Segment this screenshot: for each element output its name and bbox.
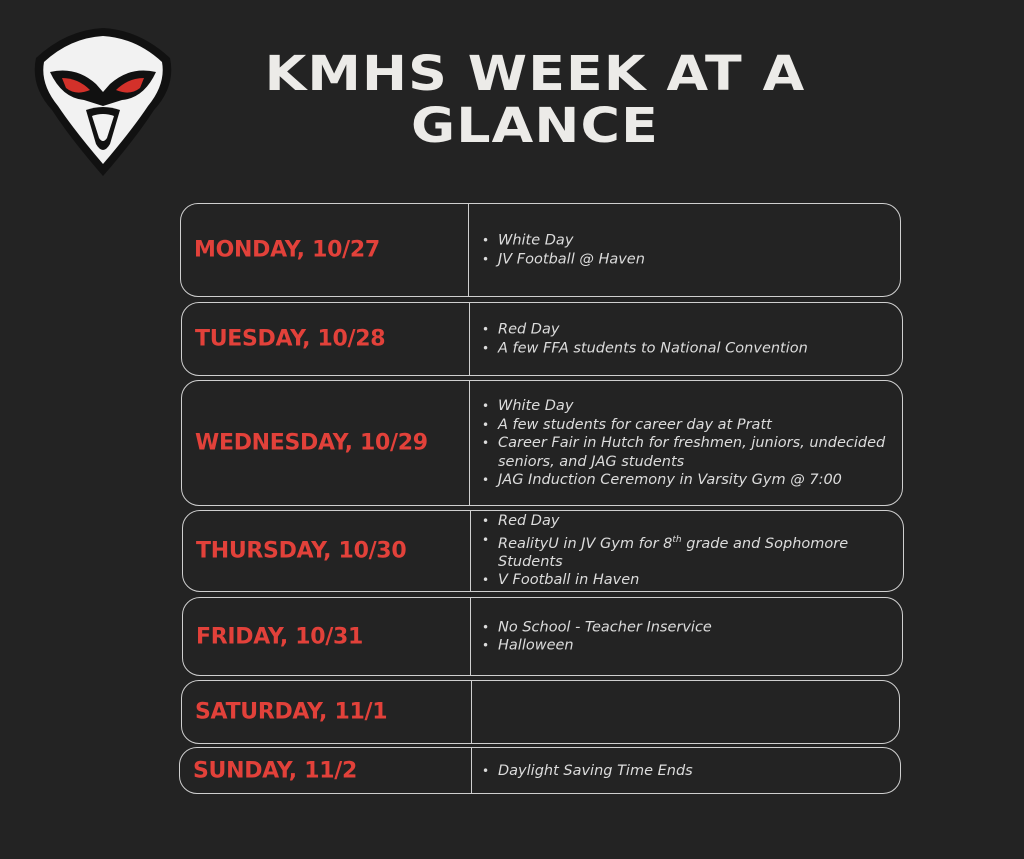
day-label: TUESDAY, 10/28 <box>195 326 386 352</box>
title-line-2: GLANCE <box>411 98 659 154</box>
day-row-saturday <box>181 680 900 744</box>
event-list <box>476 397 885 490</box>
day-label: SATURDAY, 11/1 <box>195 699 388 725</box>
event-item: • JV Football @ Haven <box>498 250 645 269</box>
day-label: SUNDAY, 11/2 <box>193 758 357 783</box>
event-item: • Red Day <box>498 512 848 531</box>
day-row-wednesday <box>181 380 903 506</box>
day-row-friday <box>182 597 903 676</box>
event-list <box>476 761 693 780</box>
event-item: • A few students for career day at Pratt <box>498 415 885 434</box>
event-item: • RealityU in JV Gym for 8th grade and Sophomore <box>498 531 848 553</box>
event-item: • Career Fair in Hutch for freshmen, juniors, undecided <box>498 434 885 453</box>
day-label: MONDAY, 10/27 <box>194 237 380 263</box>
event-item: • V Football in Haven <box>498 571 848 590</box>
event-list <box>476 618 712 655</box>
day-row-thursday <box>182 510 904 592</box>
event-item-continuation: Students <box>498 553 563 570</box>
event-item: • JAG Induction Ceremony in Varsity Gym @ 7:00 <box>498 471 885 490</box>
event-item: • Halloween <box>498 637 712 656</box>
event-list <box>476 512 848 590</box>
event-item: • No School - Teacher Inservice <box>498 618 712 637</box>
event-item: • Daylight Saving Time Ends <box>498 761 693 780</box>
event-item: • Red Day <box>498 321 808 340</box>
title-line-1: KMHS WEEK AT A <box>264 46 806 102</box>
event-list <box>476 232 645 269</box>
day-label: FRIDAY, 10/31 <box>196 624 364 649</box>
day-row-sunday <box>179 747 901 794</box>
event-item: • A few FFA students to National Convention <box>498 339 808 358</box>
day-row-tuesday <box>181 302 903 376</box>
event-item-continuation: seniors, and JAG students <box>498 453 685 470</box>
event-list <box>476 321 808 358</box>
day-label: WEDNESDAY, 10/29 <box>195 430 428 456</box>
day-row-monday <box>180 203 901 297</box>
event-item: • White Day <box>498 397 885 416</box>
day-label: THURSDAY, 10/30 <box>196 538 407 564</box>
event-item: • White Day <box>498 232 645 251</box>
